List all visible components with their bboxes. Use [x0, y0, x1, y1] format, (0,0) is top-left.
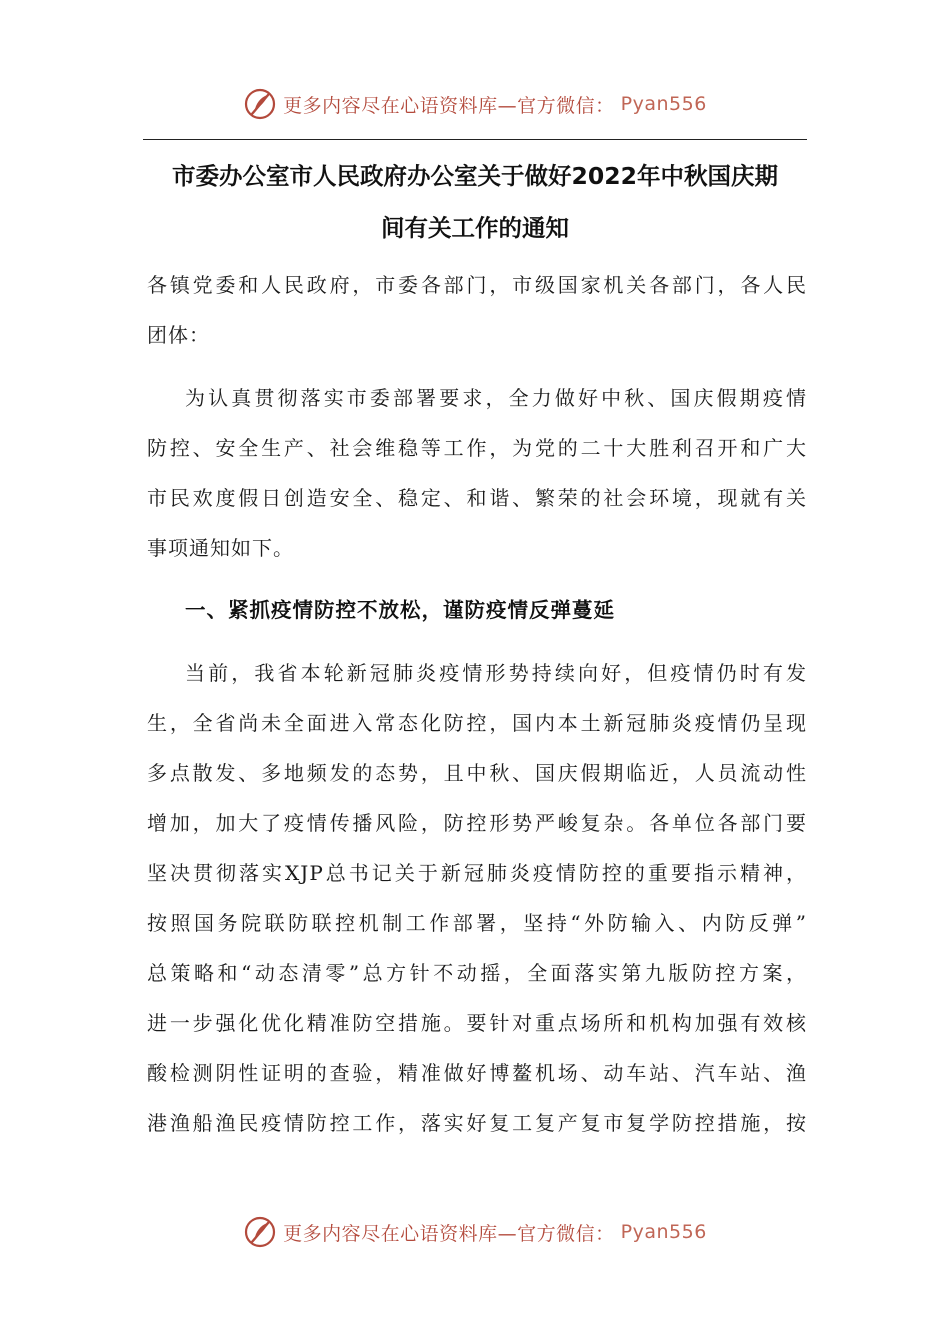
body-line: 多点散发、多地频发的态势，且中秋、国庆假期临近，人员流动性 [147, 761, 807, 785]
document-title [143, 150, 807, 254]
quill-logo-icon [243, 1215, 277, 1249]
intro-line: 市民欢度假日创造安全、稳定、和谐、繁荣的社会环境，现就有关 [147, 486, 807, 510]
body-line: 港渔船渔民疫情防控工作，落实好复工复产复市复学防控措施，按 [147, 1111, 807, 1135]
body-line: 生，全省尚未全面进入常态化防控，国内本土新冠肺炎疫情仍呈现 [147, 711, 807, 735]
salutation-line: 各镇党委和人民政府，市委各部门，市级国家机关各部门，各人民 [147, 273, 807, 297]
body-line: 坚决贯彻落实XJP总书记关于新冠肺炎疫情防控的重要指示精神， [147, 861, 807, 885]
body-line: 增加，加大了疫情传播风险，防控形势严峻复杂。各单位各部门要 [147, 811, 807, 835]
body-line: 酸检测阴性证明的查验，精准做好博鳌机场、动车站、汽车站、渔 [147, 1061, 807, 1085]
body-line: 按照国务院联防联控机制工作部署，坚持“外防输入、内防反弹” [147, 911, 807, 935]
salutation-line: 团体： [147, 323, 210, 347]
footer-banner [0, 1212, 950, 1252]
header-divider [143, 139, 807, 140]
title-line-1: 市委办公室市人民政府办公室关于做好2022年中秋国庆期 [172, 162, 778, 190]
body-line: 总策略和“动态清零”总方针不动摇，全面落实第九版防控方案， [147, 961, 807, 985]
header-banner [0, 84, 950, 124]
body-line: 进一步强化优化精准防空措施。要针对重点场所和机构加强有效核 [147, 1011, 807, 1035]
section-heading: 一、紧抓疫情防控不放松，谨防疫情反弹蔓延 [185, 598, 615, 622]
wechat-id: Pyan556 [620, 93, 707, 115]
wechat-id: Pyan556 [620, 1221, 707, 1243]
banner-text: 更多内容尽在心语资料库—官方微信： [283, 94, 615, 117]
intro-line: 事项通知如下。 [147, 536, 294, 560]
banner-text: 更多内容尽在心语资料库—官方微信： [283, 1222, 615, 1245]
quill-logo-icon [243, 87, 277, 121]
intro-line: 为认真贯彻落实市委部署要求，全力做好中秋、国庆假期疫情 [185, 386, 807, 410]
body-line: 当前，我省本轮新冠肺炎疫情形势持续向好，但疫情仍时有发 [185, 661, 807, 685]
title-line-2: 间有关工作的通知 [381, 214, 569, 242]
intro-line: 防控、安全生产、社会维稳等工作，为党的二十大胜利召开和广大 [147, 436, 807, 460]
